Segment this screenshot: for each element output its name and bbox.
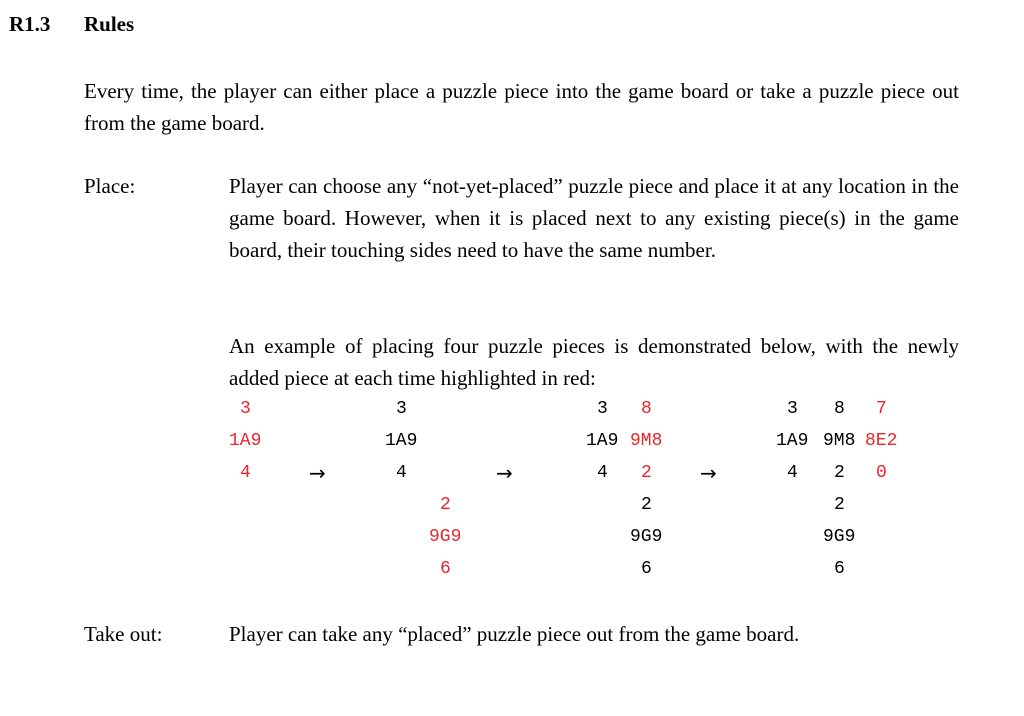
- step4-piece-9g9-bottom: 6: [834, 559, 845, 579]
- step1-piece-1a9-top: 3: [240, 399, 251, 419]
- step4-piece-9m8-top: 8: [834, 399, 845, 419]
- step3-piece-1a9-middle: 1A9: [586, 431, 619, 451]
- step4-piece-1a9-top: 3: [787, 399, 798, 419]
- step1-arrow-icon: →: [309, 461, 326, 485]
- step4-piece-9m8-bottom: 2: [834, 463, 845, 483]
- section-number: R1.3: [9, 12, 51, 36]
- step3-piece-9g9-middle: 9G9: [630, 527, 663, 547]
- step4-piece-1a9-bottom: 4: [787, 463, 798, 483]
- step2-piece-1a9-middle: 1A9: [385, 431, 418, 451]
- place-description: Player can choose any “not-yet-placed” puzzle piece and place it at any location in the game board. However, when it is placed next to any existing piece(s) in the game board, their touching sides need to have the same number.: [229, 174, 959, 262]
- step3-piece-9g9-bottom: 6: [641, 559, 652, 579]
- take-out-description: Player can take any “placed” puzzle piece out from the game board.: [229, 622, 800, 646]
- place-term: Place:: [84, 174, 136, 198]
- step2-piece-1a9-bottom: 4: [396, 463, 407, 483]
- section-title: Rules: [84, 12, 135, 36]
- step2-piece-9g9-bottom: 6: [440, 559, 451, 579]
- step4-piece-8e2-top: 7: [876, 399, 887, 419]
- step2-piece-9g9-top: 2: [440, 495, 451, 515]
- step3-piece-9m8-middle: 9M8: [630, 431, 663, 451]
- step3-piece-9g9-top: 2: [641, 495, 652, 515]
- intro-paragraph: Every time, the player can either place a puzzle piece into the game board or take a puzzle piece out from the game board.: [84, 79, 959, 135]
- step2-arrow-icon: →: [496, 461, 513, 485]
- step2-piece-1a9-top: 3: [396, 399, 407, 419]
- step2-piece-9g9-middle: 9G9: [429, 527, 462, 547]
- step3-piece-9m8-bottom: 2: [641, 463, 652, 483]
- step3-arrow-icon: →: [700, 461, 717, 485]
- step3-piece-1a9-bottom: 4: [597, 463, 608, 483]
- step4-piece-8e2-bottom: 0: [876, 463, 887, 483]
- step4-piece-9m8-middle: 9M8: [823, 431, 856, 451]
- take-out-term: Take out:: [84, 622, 163, 646]
- step3-piece-9m8-top: 8: [641, 399, 652, 419]
- example-intro: An example of placing four puzzle pieces is demonstrated below, with the newly added piece at each time highlighted in red:: [229, 334, 959, 390]
- step4-piece-1a9-middle: 1A9: [776, 431, 809, 451]
- step3-piece-1a9-top: 3: [597, 399, 608, 419]
- step4-piece-9g9-top: 2: [834, 495, 845, 515]
- step1-piece-1a9-bottom: 4: [240, 463, 251, 483]
- step4-piece-9g9-middle: 9G9: [823, 527, 856, 547]
- step1-piece-1a9-middle: 1A9: [229, 431, 262, 451]
- step4-piece-8e2-middle: 8E2: [865, 431, 898, 451]
